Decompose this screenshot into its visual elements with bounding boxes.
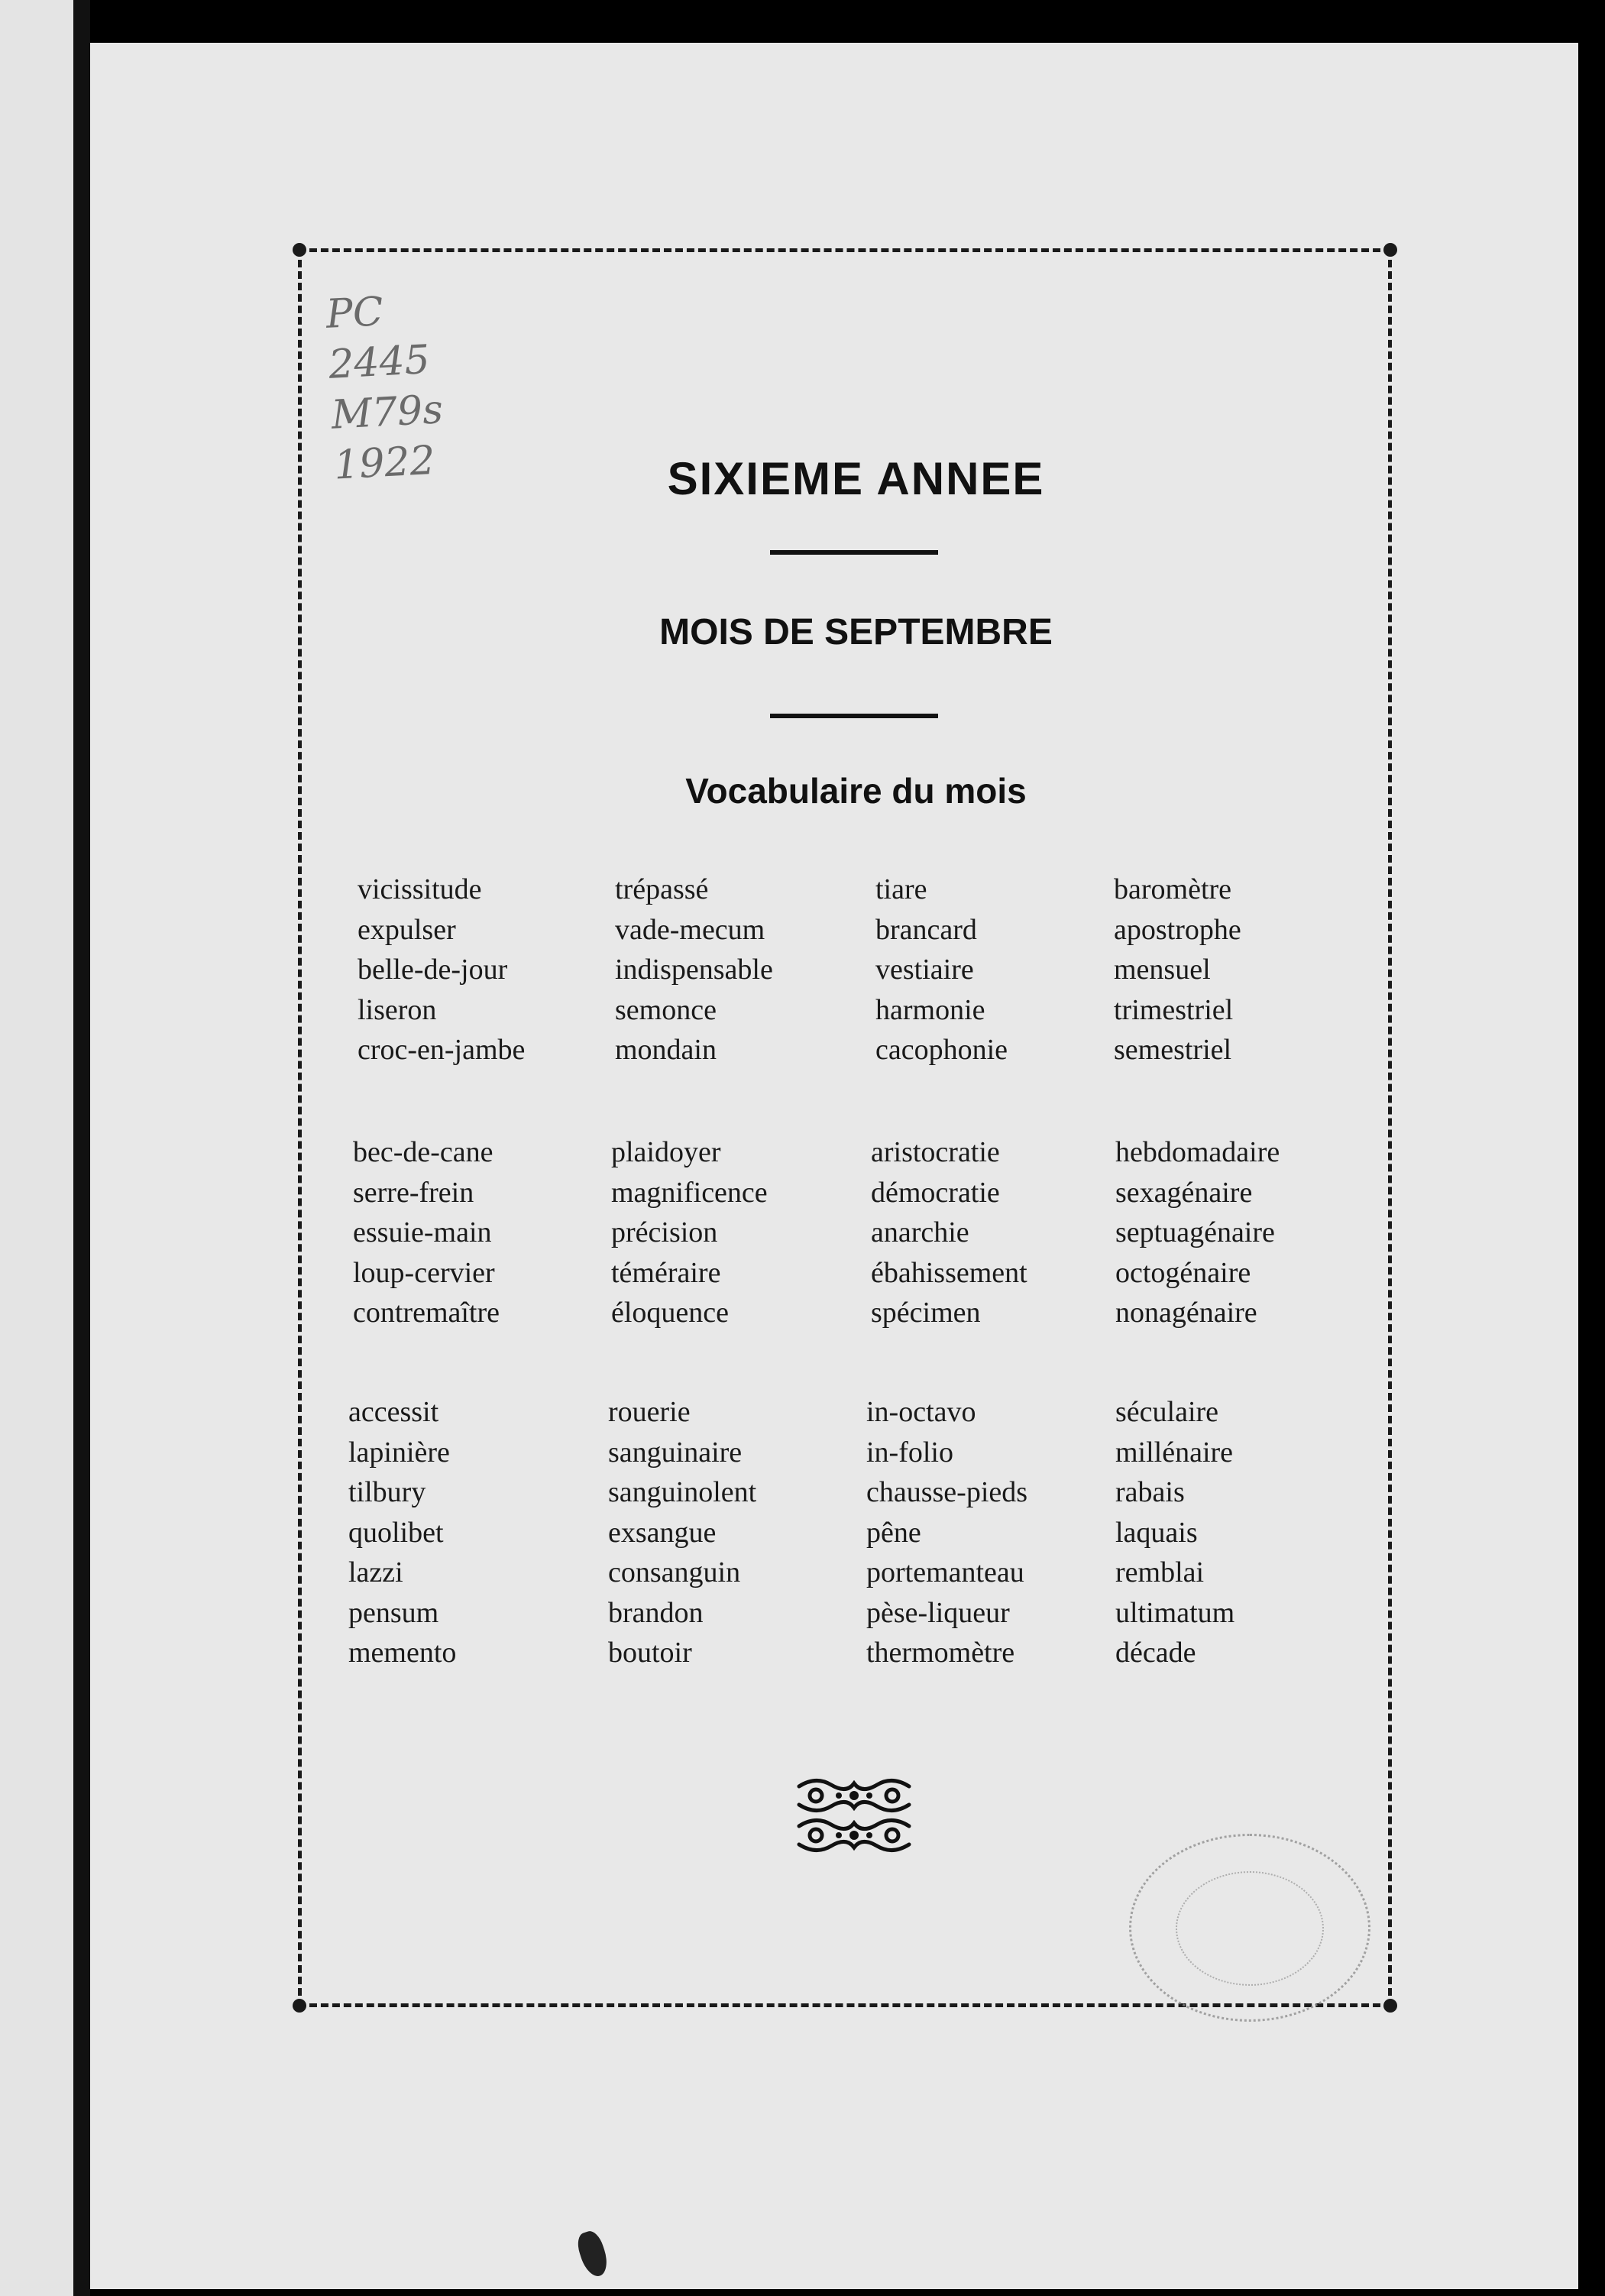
vocabulary-word: tilbury [348, 1476, 426, 1508]
vocabulary-word: sanguinaire [608, 1436, 743, 1469]
vocabulary-word: magnificence [611, 1176, 768, 1209]
vocabulary-column [871, 1132, 1027, 1333]
vocabulary-word: pêne [866, 1516, 921, 1549]
vocabulary-word: hebdomadaire [1115, 1136, 1280, 1168]
vocabulary-word: pensum [348, 1596, 439, 1629]
vocabulary-word: ultimatum [1115, 1596, 1235, 1629]
vocabulary-column [358, 870, 525, 1070]
shelfmark-line: 1922 [332, 437, 437, 489]
vocabulary-column [1114, 870, 1241, 1070]
vocabulary-word: démocratie [871, 1176, 1000, 1209]
vocabulary-word: septuagénaire [1115, 1216, 1275, 1248]
vocabulary-word: serre-frein [353, 1176, 474, 1209]
vocabulary-word: séculaire [1115, 1396, 1219, 1428]
vocabulary-word: chausse-pieds [866, 1476, 1028, 1508]
vocabulary-word: laquais [1115, 1516, 1198, 1549]
vocabulary-word: trépassé [615, 873, 709, 905]
vocabulary-column [1115, 1132, 1280, 1333]
vocabulary-column [348, 1392, 456, 1673]
frame-corner-top-right [1383, 243, 1397, 257]
vocabulary-word: rabais [1115, 1476, 1185, 1508]
vocabulary-word: vade-mecum [615, 913, 765, 946]
month-heading: MOIS DE SEPTEMBRE [659, 612, 1053, 653]
vocabulary-word: lapinière [348, 1436, 450, 1469]
decorative-border [298, 248, 1392, 2007]
vocabulary-word: nonagénaire [1115, 1297, 1257, 1329]
vocabulary-word: accessit [348, 1396, 439, 1428]
vocabulary-word: spécimen [871, 1297, 981, 1329]
vocabulary-word: portemanteau [866, 1556, 1024, 1588]
vocabulary-word: quolibet [348, 1516, 444, 1549]
frame-corner-bottom-right [1383, 1999, 1397, 2013]
vocabulary-word: indispensable [615, 954, 773, 986]
library-stamp [1129, 1834, 1370, 2022]
vocabulary-word: baromètre [1114, 873, 1232, 905]
vocabulary-word: rouerie [608, 1396, 691, 1428]
vocabulary-word: boutoir [608, 1637, 692, 1669]
frame-corner-bottom-left [293, 1999, 306, 2013]
vocabulary-word: apostrophe [1114, 913, 1241, 946]
vocabulary-word: consanguin [608, 1556, 741, 1588]
vocabulary-column [875, 870, 1008, 1070]
vocabulary-word: harmonie [875, 993, 985, 1026]
vocabulary-word: contremaître [353, 1297, 500, 1329]
page-title: SIXIEME ANNEE [667, 453, 1045, 504]
vocabulary-word: sanguinolent [608, 1476, 757, 1508]
page-gutter [73, 0, 90, 2296]
vocabulary-word: liseron [358, 993, 437, 1026]
vocabulary-word: mensuel [1114, 954, 1211, 986]
vocabulary-word: anarchie [871, 1216, 969, 1248]
vocabulary-word: vestiaire [875, 954, 974, 986]
vocabulary-column [608, 1392, 756, 1673]
month-divider [770, 714, 938, 718]
vocabulary-column [353, 1132, 500, 1333]
vocabulary-word: essuie-main [353, 1216, 492, 1248]
vocabulary-word: sexagénaire [1115, 1176, 1253, 1209]
shelfmark-line: PC [325, 289, 385, 338]
shelfmark-line: M79s [330, 387, 445, 439]
vocabulary-word: cacophonie [875, 1034, 1008, 1066]
vocabulary-column [1115, 1392, 1234, 1673]
vocabulary-word: ébahissement [871, 1256, 1027, 1289]
section-heading: Vocabulaire du mois [685, 771, 1027, 811]
vocabulary-word: aristocratie [871, 1136, 1000, 1168]
vocabulary-word: mondain [615, 1034, 717, 1066]
vocabulary-word: exsangue [608, 1516, 717, 1549]
vocabulary-word: expulser [358, 913, 456, 946]
vocabulary-word: belle-de-jour [358, 954, 508, 986]
vocabulary-word: octogénaire [1115, 1256, 1251, 1289]
vocabulary-word: semestriel [1114, 1034, 1232, 1066]
vocabulary-column [866, 1392, 1027, 1673]
vocabulary-word: bec-de-cane [353, 1136, 493, 1168]
title-divider [770, 550, 938, 555]
frame-corner-top-left [293, 243, 306, 257]
vocabulary-word: plaidoyer [611, 1136, 721, 1168]
vocabulary-column [615, 870, 773, 1070]
vocabulary-word: in-octavo [866, 1396, 976, 1428]
vocabulary-column [611, 1132, 768, 1333]
vocabulary-word: loup-cervier [353, 1256, 495, 1289]
scroll-ornament-icon [793, 1774, 915, 1860]
vocabulary-word: tiare [875, 873, 927, 905]
vocabulary-word: pèse-liqueur [866, 1596, 1010, 1629]
vocabulary-word: lazzi [348, 1556, 403, 1588]
vocabulary-word: remblai [1115, 1556, 1205, 1588]
vocabulary-word: éloquence [611, 1297, 730, 1329]
vocabulary-word: semonce [615, 993, 717, 1026]
shelfmark-line: 2445 [327, 336, 432, 388]
facing-page [0, 0, 73, 2296]
vocabulary-word: thermomètre [866, 1637, 1015, 1669]
vocabulary-word: brandon [608, 1596, 704, 1629]
vocabulary-word: in-folio [866, 1436, 953, 1469]
vocabulary-word: memento [348, 1637, 457, 1669]
vocabulary-word: brancard [875, 913, 977, 946]
vocabulary-word: décade [1115, 1637, 1196, 1669]
vocabulary-word: millénaire [1115, 1436, 1234, 1469]
library-stamp-inner [1176, 1871, 1324, 1986]
vocabulary-word: précision [611, 1216, 718, 1248]
vocabulary-word: trimestriel [1114, 993, 1234, 1026]
vocabulary-word: croc-en-jambe [358, 1034, 526, 1066]
vocabulary-word: téméraire [611, 1256, 721, 1289]
vocabulary-word: vicissitude [358, 873, 482, 905]
